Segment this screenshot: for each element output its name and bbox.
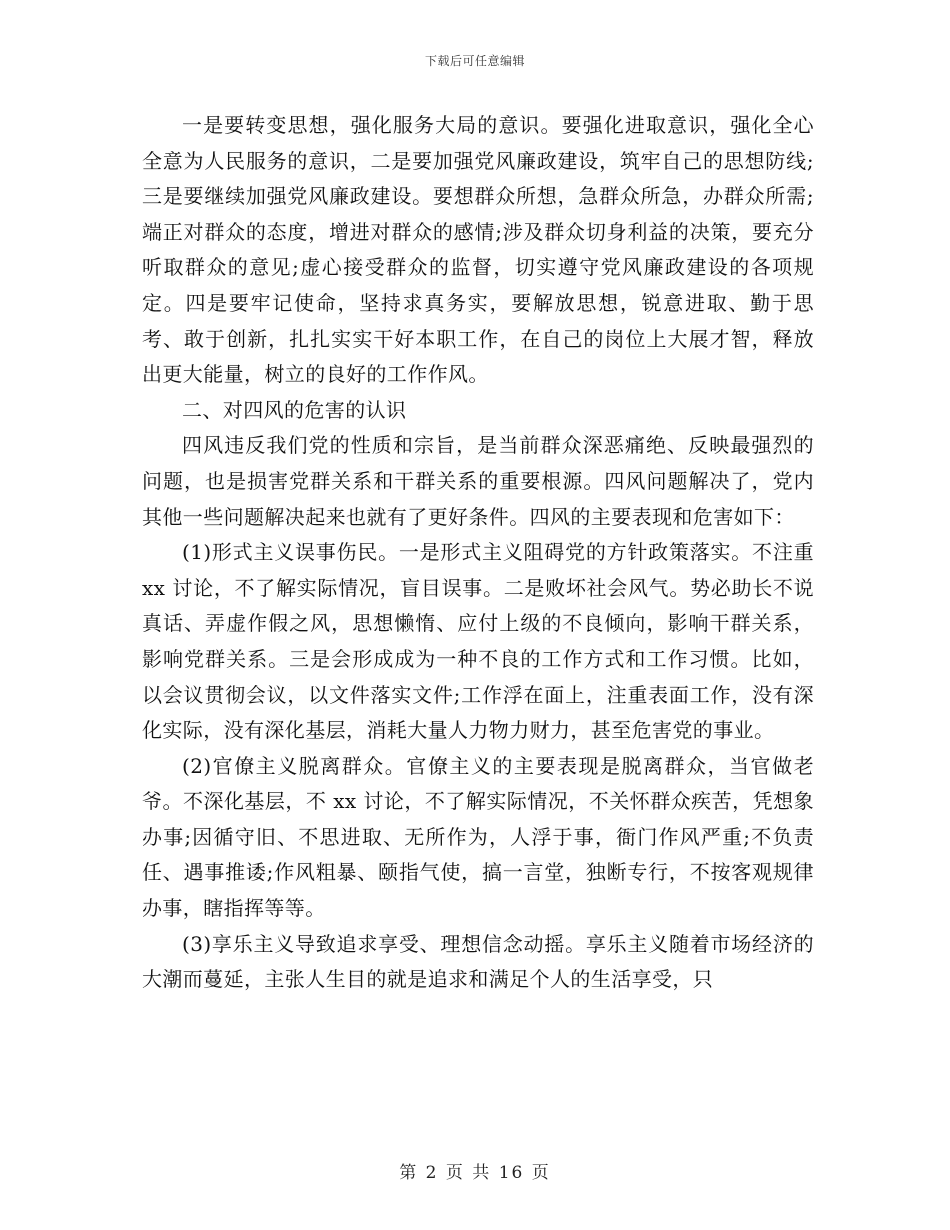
section-heading: 二、对四风的危害的认识 (182, 397, 407, 422)
paragraph-3: (1)形式主义误事伤民。一是形式主义阻碍党的方针政策落实。不注重 xx 讨论，不了解实际情况，盲目误事。二是败坏社会风气。势必助长不说真话、弄虚作假之风，思想懒惰、应付上级的不良倾向，影响干群关系，影响党群关系。三是会形成成为一种不良的工作方式和工作习惯。比如，以会议贯彻会议，以文件落实文件;工作浮在面上，注重表面工作，没有深化实际，没有深化基层，消耗大量人力物力财力，甚至危害党的事业。 (142, 540, 814, 743)
paragraph-2: 四风违反我们党的性质和宗旨，是当前群众深恶痛绝、反映最强烈的问题，也是损害党群关系和干群关系的重要根源。四风问题解决了，党内其他一些问题解决起来也就有了更好条件。四风的主要表现和危害如下： (142, 433, 814, 529)
page-number-footer: 第 2 页 共 16 页 (399, 1163, 551, 1183)
paragraph-4: (2)官僚主义脱离群众。官僚主义的主要表现是脱离群众，当官做老爷。不深化基层，不 xx 讨论，不了解实际情况，不关怀群众疾苦，凭想象办事;因循守旧、不思进取、无所作为，人浮于事，衙门作风严重;不负责任、遇事推诿;作风粗暴、颐指气使，搞一言堂，独断专行，不按客观规律办事，瞎指挥等等。 (142, 753, 814, 921)
paragraph-5: (3)享乐主义导致追求享受、理想信念动摇。享乐主义随着市场经济的大潮而蔓延，主张人生目的就是追求和满足个人的生活享受，只 (142, 931, 814, 992)
document-body (142, 108, 814, 998)
paragraph-1: 一是要转变思想，强化服务大局的意识。要强化进取意识，强化全心全意为人民服务的意识，二是要加强党风廉政建设，筑牢自己的思想防线;三是要继续加强党风廉政建设。要想群众所想，急群众所急，办群众所需;端正对群众的态度，增进对群众的感情;涉及群众切身利益的决策，要充分听取群众的意见;虚心接受群众的监督，切实遵守党风廉政建设的各项规定。四是要牢记使命，坚持求真务实，要解放思想，锐意进取、勤于思考、敢于创新，扎扎实实干好本职工作，在自己的岗位上大展才智，释放出更大能量，树立的良好的工作作风。 (142, 113, 814, 387)
page-header: 下载后可任意编辑 (424, 54, 525, 68)
